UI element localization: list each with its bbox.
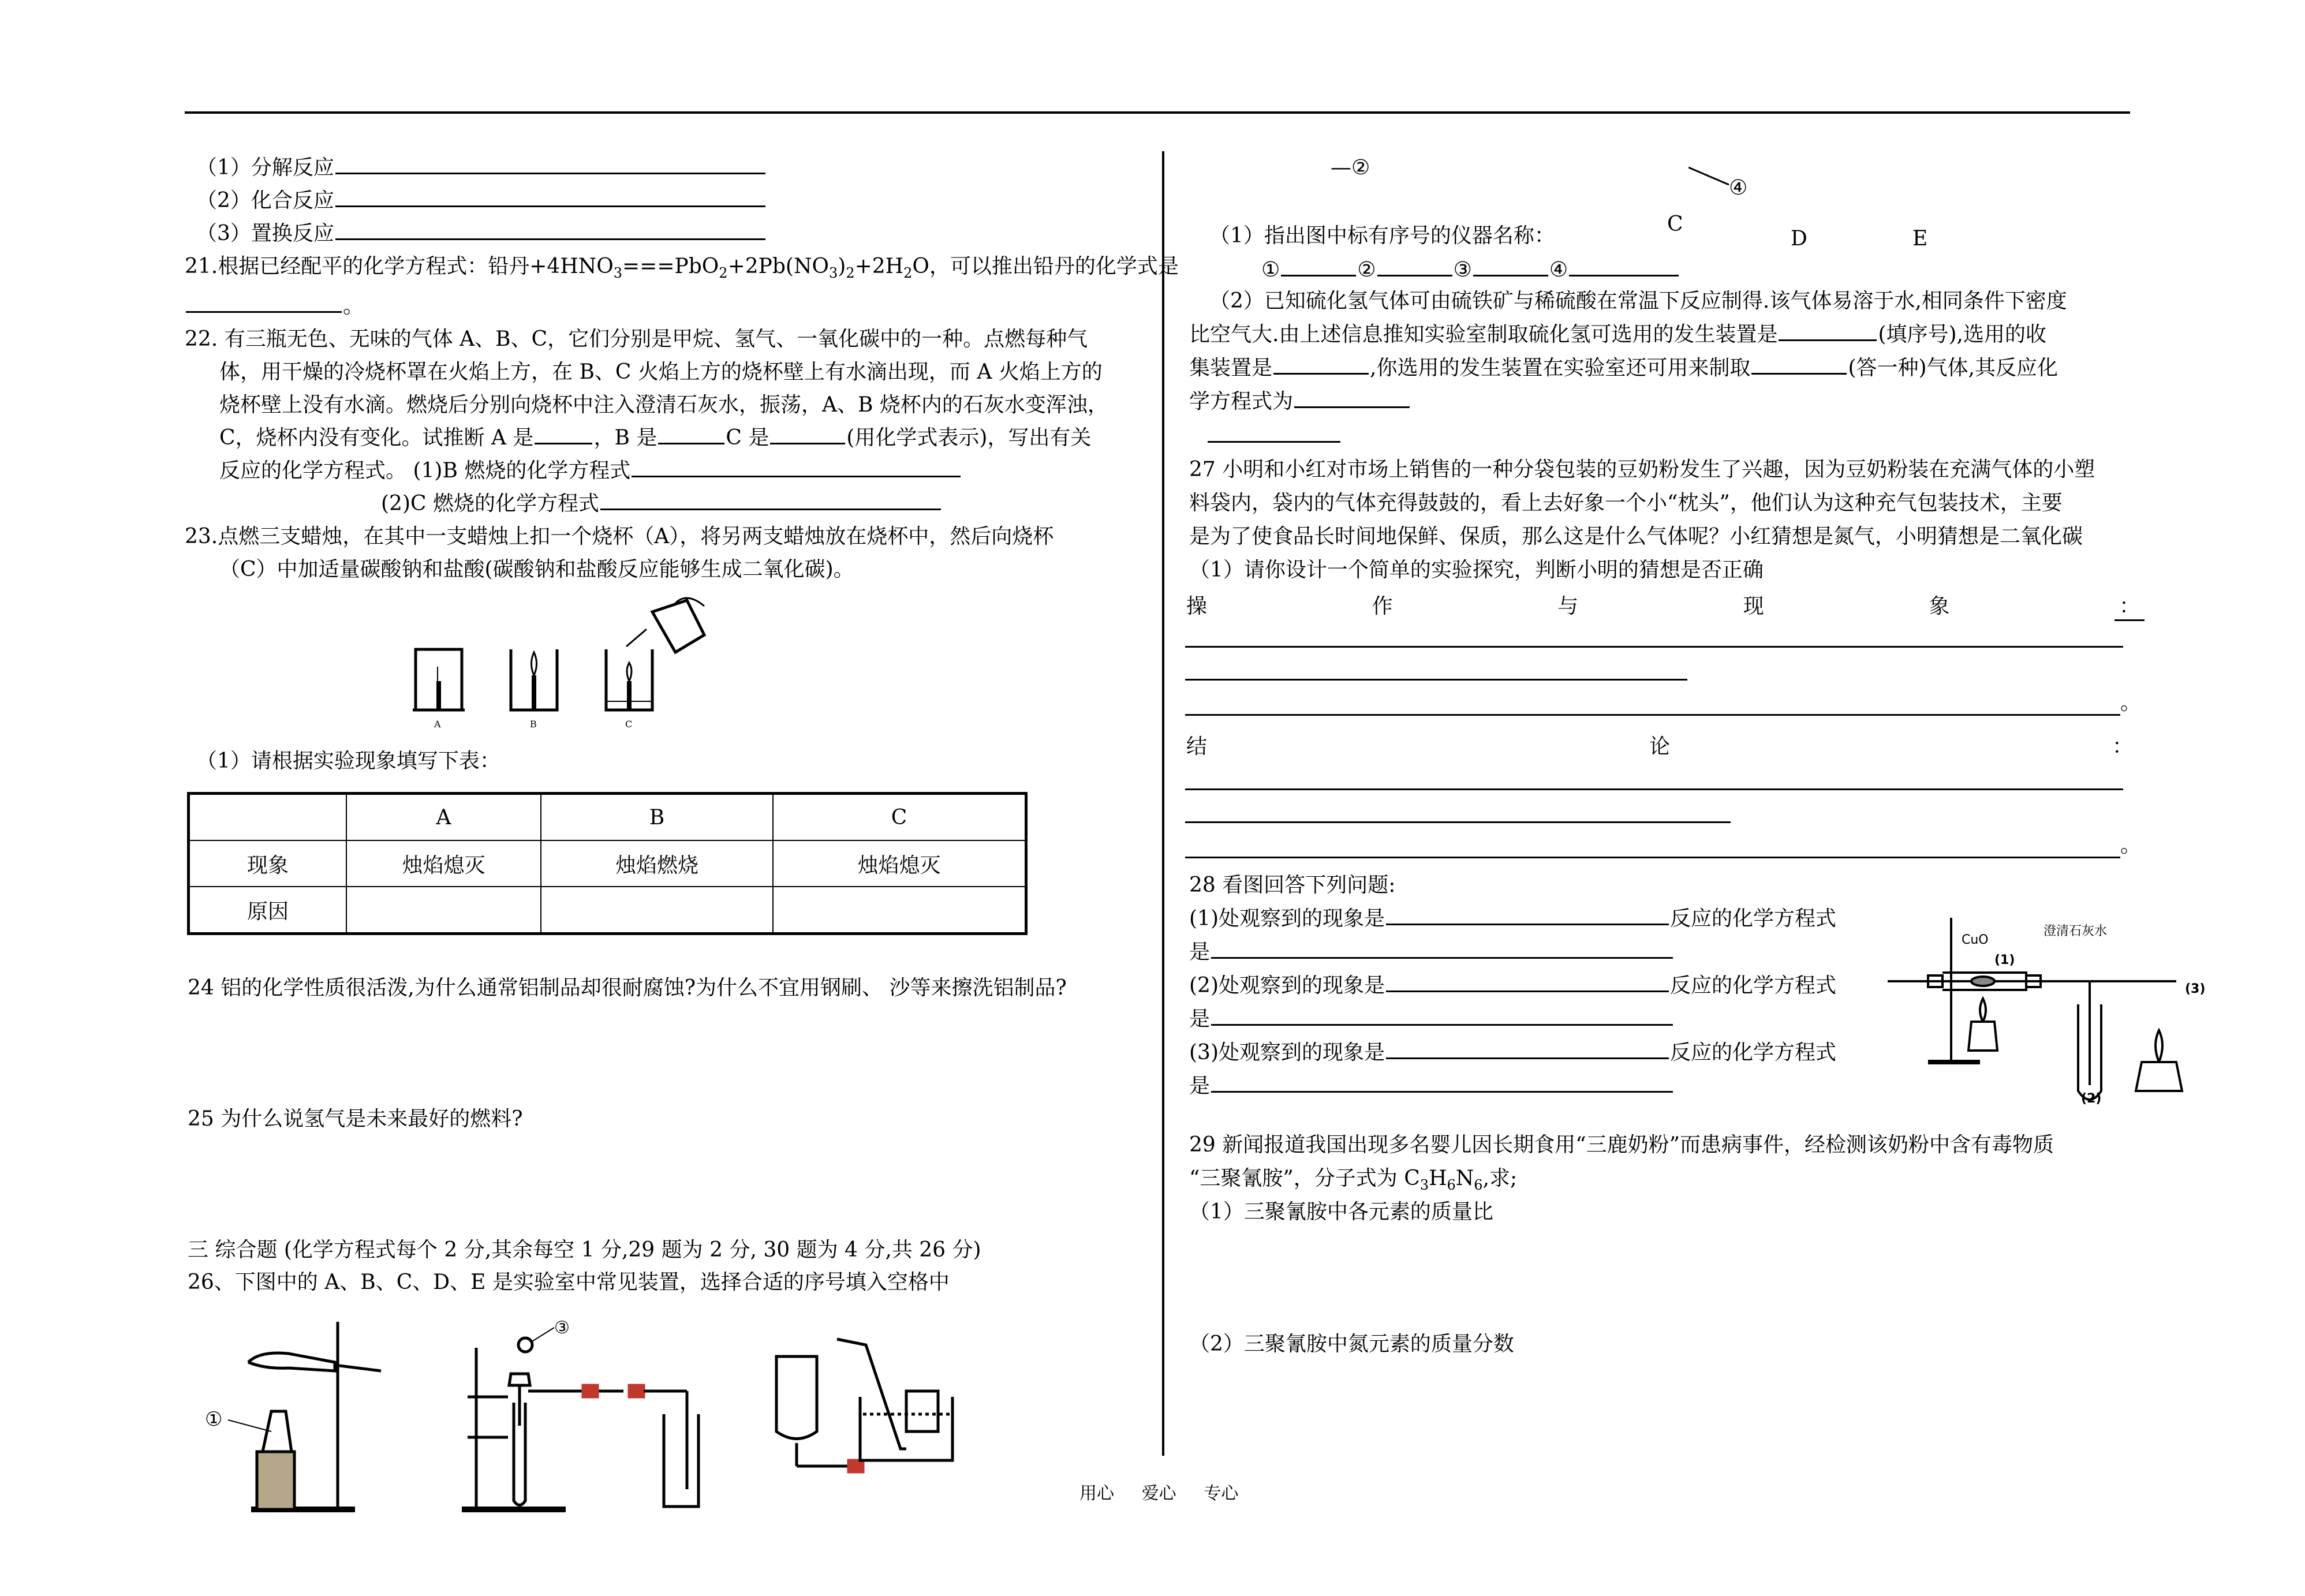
q26: 26、下图中的 A、B、C、D、E 是实验室中常见装置，选择合适的序号填入空格中 — [188, 1270, 950, 1294]
fig-mark-4: ④ — [1729, 176, 1748, 200]
experiment-table — [187, 792, 1028, 935]
q22-line4: C，烧杯内没有变化。试推断 A 是 ，B 是 C 是 (用化学式表示)，写出有关 — [185, 421, 1155, 454]
q29-part2: （2）三聚氰胺中氮元素的质量分数 — [1189, 1332, 1514, 1356]
conclusion-answer-lines: 。 — [1185, 763, 2141, 858]
fig-letter-e: E — [1912, 227, 1928, 251]
q28-title: 28 看图回答下列问题: — [1189, 873, 1396, 897]
candle-label-c: C — [625, 719, 633, 730]
q21-answer: 。 — [185, 290, 1155, 323]
q24: 24 铝的化学性质很活泼,为什么通常铝制品却很耐腐蚀?为什么不宜用钢刷、 沙等来擦洗铝制品? — [188, 976, 1067, 1000]
q26-part2-line3: 集装置是 ,你选用的发生装置在实验室还可用来制取 (答一种)气体,其反应化 — [1189, 352, 2058, 381]
column-divider — [1162, 151, 1164, 1456]
top-rule — [185, 111, 2130, 114]
table-cell — [346, 887, 541, 934]
q26-extra-blank — [1206, 420, 1342, 448]
q22-line1: 22. 有三瓶无色、无味的气体 A、B、C，它们分别是甲烷、氢气、一氧化碳中的一种。点燃每种气 — [185, 327, 1088, 352]
q20-line2: （2）化合反应 — [185, 184, 1155, 217]
candle-label-a: A — [434, 719, 441, 730]
q22-line5: 反应的化学方程式。 (1)B 燃烧的化学方程式 — [185, 454, 1155, 487]
co-reduction-figure — [1888, 900, 2234, 1120]
q26-part2-line2: 比空气大.由上述信息推知实验室制取硫化氢可选用的发生装置是 (填序号),选用的收 — [1189, 318, 2046, 347]
q29-line2: “三聚氰胺”，分子式为 $C_3H_6N_6$,求; — [1189, 1167, 1518, 1194]
table-row-label-reason: 原因 — [189, 887, 347, 934]
q20-line3: （3）置换反应 — [185, 217, 1155, 250]
candles-figure — [404, 595, 762, 733]
q22-line2: 体，用干燥的冷烧杯罩在火焰上方，在 B、C 火焰上方的烧杯壁上有水滴出现，而 A 火焰上方的 — [219, 360, 1103, 384]
section-3-heading: 三 综合题 (化学方程式每个 2 分,其余每空 1 分,29 题为 2 分, 30 题为 4 分,共 26 分) — [188, 1238, 981, 1262]
q21-line: 21.根据已经配平的化学方程式：铅丹$+4HNO_3===PbO_2+2Pb(NO_3)_2+2H_2O$，可以推出铅丹的化学式是 — [185, 255, 1179, 282]
q28-1: (1)处观察到的现象是 反应的化学方程式 — [1189, 902, 1836, 932]
conclusion-heading: 结 论 ： — [1186, 735, 2133, 758]
fig28-limewater: 澄清石灰水 — [2044, 924, 2108, 939]
q23-line1: 23.点燃三支蜡烛，在其中一支蜡烛上扣一个烧杯（A），将另两支蜡烛放在烧杯中，然后向烧杯 — [185, 525, 1054, 549]
q20-line1: （1）分解反应 — [185, 151, 1155, 184]
q27-line2: 料袋内，袋内的气体充得鼓鼓的，看上去好象一个小“枕头”，他们认为这种充气包装技术，主要 — [1189, 491, 2063, 515]
q29-part1: （1）三聚氰胺中各元素的质量比 — [1189, 1200, 1493, 1224]
candle-label-b: B — [530, 719, 537, 730]
fig28-p2: (2) — [2081, 1092, 2102, 1106]
table-header-a: A — [346, 794, 541, 841]
page-footer: 用心 爱心 专心 — [1079, 1483, 1239, 1504]
q28-3: (3)处观察到的现象是 反应的化学方程式 — [1189, 1036, 1836, 1066]
table-cell: 烛焰燃烧 — [541, 840, 773, 887]
q26-part2-line4: 学方程式为 — [1189, 385, 1411, 414]
table-cell: 烛焰熄灭 — [773, 840, 1026, 887]
apparatus-figure — [185, 1305, 964, 1524]
table-cell: 烛焰熄灭 — [346, 840, 541, 887]
operation-answer-lines: 。 — [1185, 621, 2141, 716]
q23-line2: （C）中加适量碳酸钠和盐酸(碳酸钠和盐酸反应能够生成二氧化碳)。 — [219, 558, 854, 582]
q22-line6: (2)C 燃烧的化学方程式 — [185, 487, 1155, 520]
table-header-b: B — [541, 794, 773, 841]
q25: 25 为什么说氢气是未来最好的燃料? — [188, 1107, 523, 1131]
q27-line1: 27 小明和小红对市场上销售的一种分袋包装的豆奶粉发生了兴趣，因为豆奶粉装在充满气体的小塑 — [1189, 458, 2095, 481]
q28-2: (2)处观察到的现象是 反应的化学方程式 — [1189, 969, 1836, 999]
table-header-c: C — [773, 794, 1026, 841]
table-cell — [773, 887, 1026, 934]
fig28-p1: (1) — [1994, 953, 2015, 967]
fig-letter-c: C — [1667, 212, 1683, 236]
q29-line1: 29 新闻报道我国出现多名婴儿因长期食用“三鹿奶粉”而患病事件，经检测该奶粉中含有毒物质 — [1189, 1133, 2054, 1157]
q23-table-intro: （1）请根据实验现象填写下表： — [196, 749, 500, 773]
q26-part1: （1）指出图中标有序号的仪器名称： — [1209, 224, 1555, 248]
table-cell — [541, 887, 773, 934]
q27-line4: （1）请你设计一个简单的实验探究，判断小明的猜想是否正确 — [1189, 558, 1764, 582]
apparatus-mark-1: ① — [205, 1408, 223, 1431]
q26-part2-line1: （2）已知硫化氢气体可由硫铁矿与稀硫酸在常温下反应制得.该气体易溶于水,相同条件下密度 — [1209, 289, 2067, 313]
fig-letter-d: D — [1791, 227, 1807, 251]
left-column — [185, 151, 1179, 586]
q28-2-eq: 是 — [1189, 1003, 1674, 1032]
q28-1-eq: 是 — [1189, 936, 1674, 965]
fig-mark-2: —② — [1331, 156, 1370, 180]
q26-part1-blanks: ① ② ③ ④ — [1261, 254, 1680, 282]
apparatus-mark-3: ③ — [554, 1318, 570, 1338]
operation-heading: 操 作 与 现 象 ： — [1186, 590, 2145, 621]
fig28-p3: (3) — [2185, 982, 2206, 996]
table-corner — [189, 794, 347, 841]
q27-line3: 是为了使食品长时间地保鲜、保质，那么这是什么气体呢？小红猜想是氮气，小明猜想是二氧化碳 — [1189, 525, 2083, 548]
fig28-cuo: CuO — [1962, 933, 1989, 947]
q22-line3: 烧杯壁上没有水滴。燃烧后分别向烧杯中注入澄清石灰水，振荡，A、B 烧杯内的石灰水变浑浊， — [219, 393, 1108, 417]
q28-3-eq: 是 — [1189, 1070, 1674, 1099]
table-row-label-phenomenon: 现象 — [189, 840, 347, 887]
